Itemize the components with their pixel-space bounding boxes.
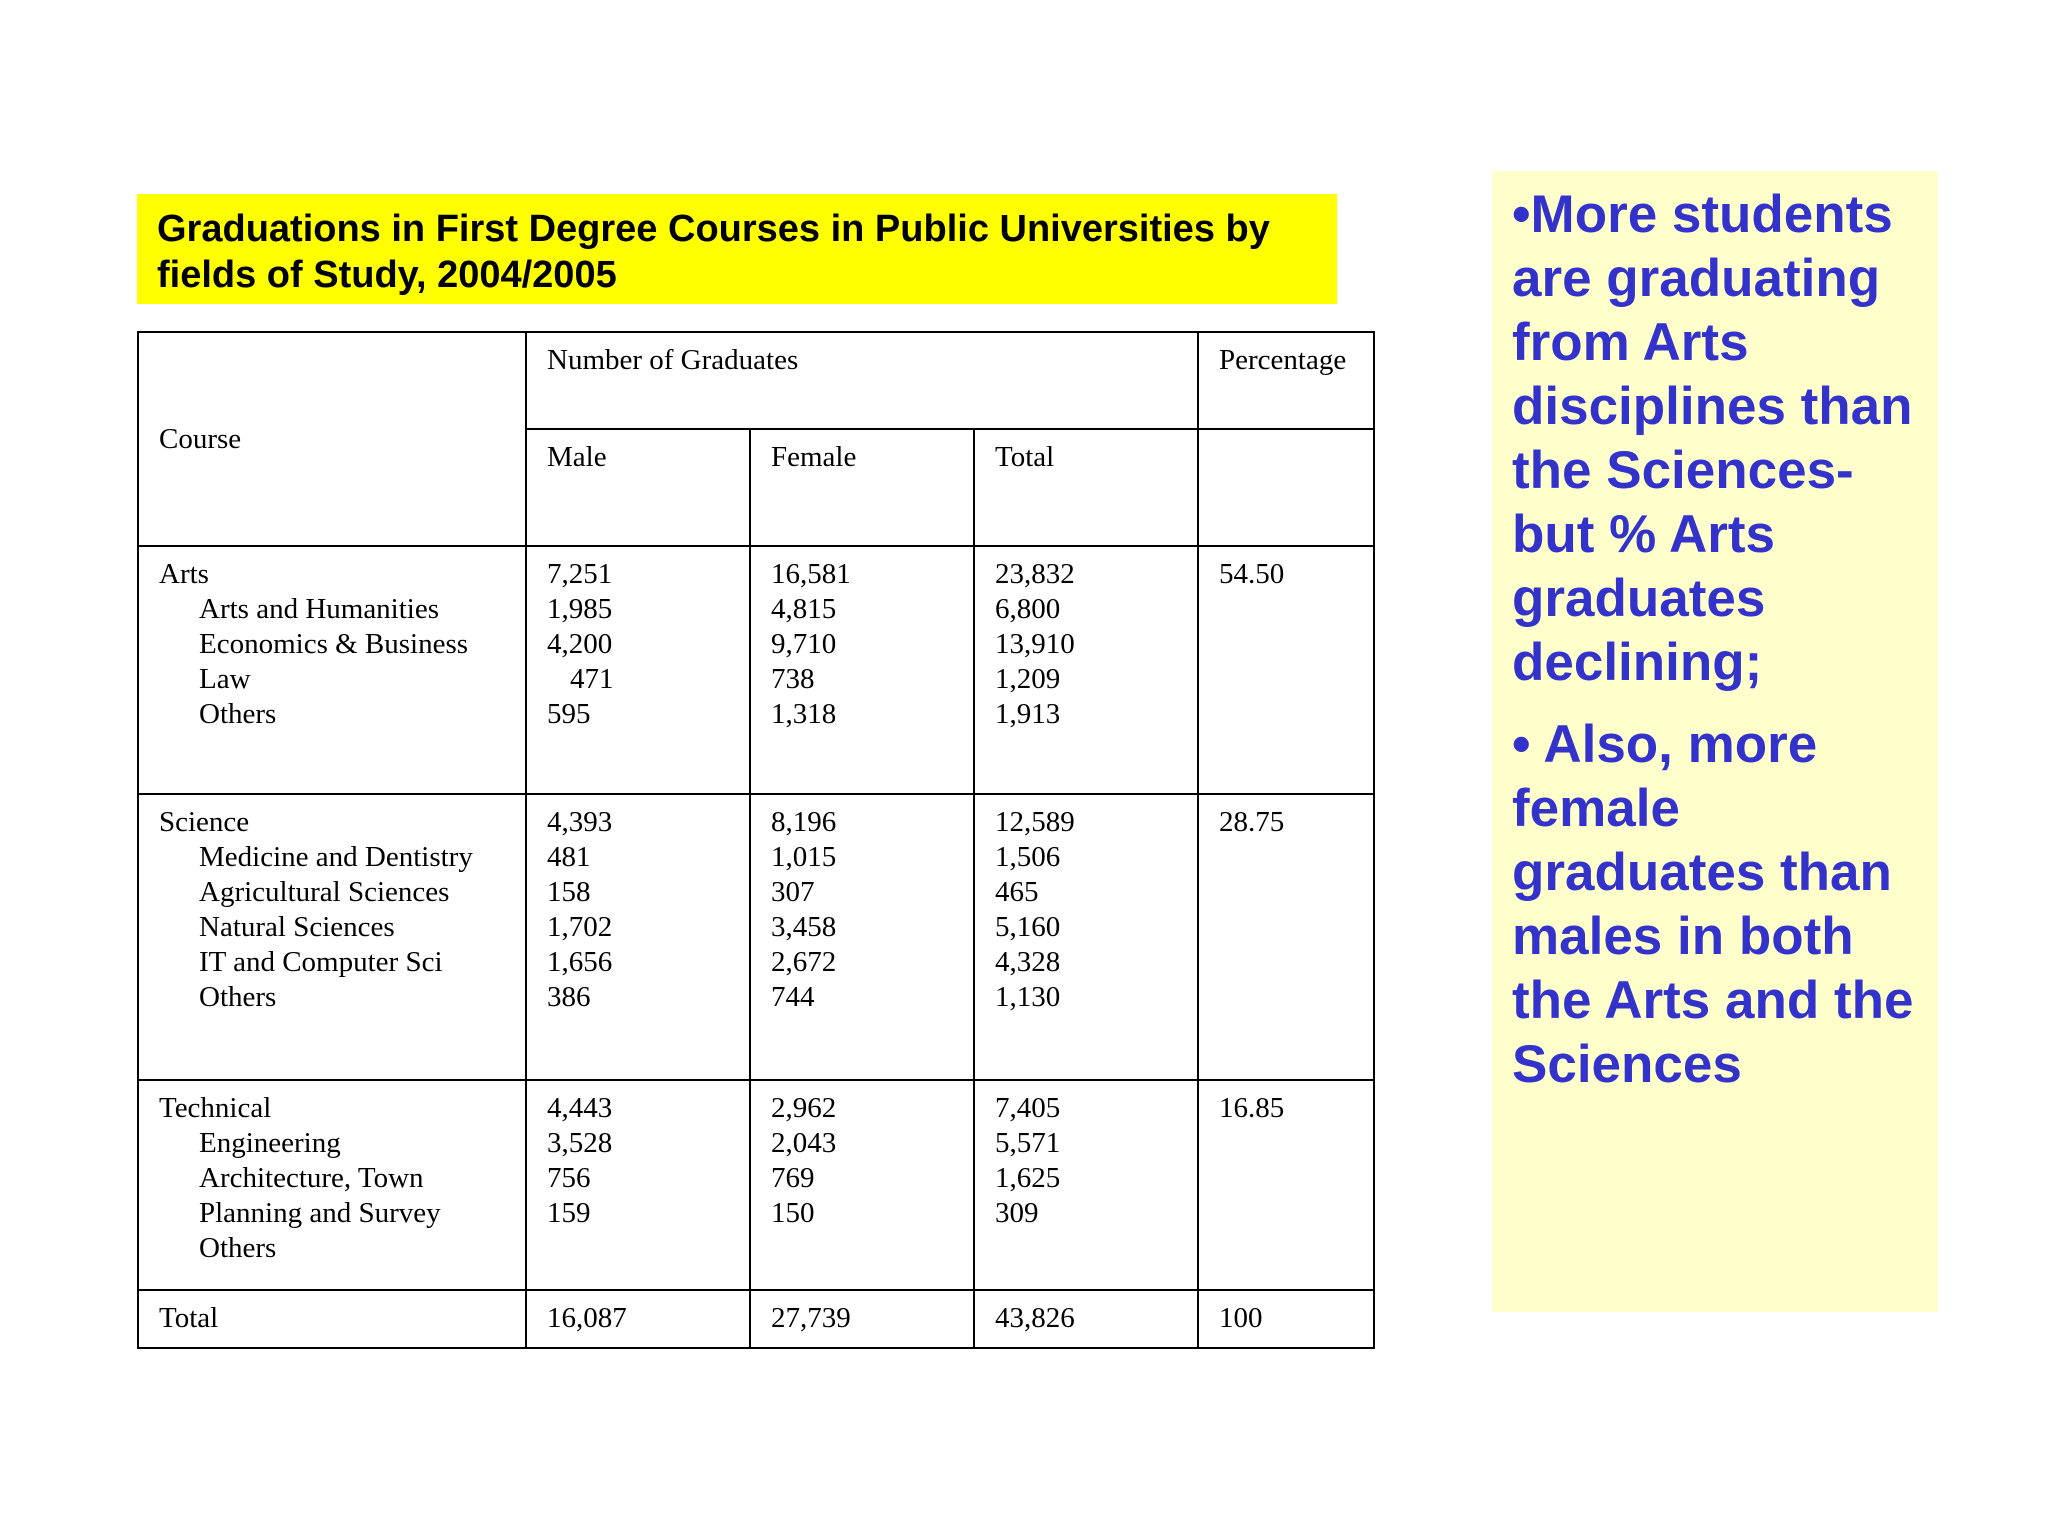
male-value: 1,985 [547, 593, 613, 625]
header-number-of-graduates [526, 332, 1198, 429]
bullet-point: • Also, more female graduates than males in both the Arts and the Sciences [1512, 715, 1914, 1094]
header-total-label: Total [995, 441, 1055, 473]
course-name: IT and Computer Sci [199, 946, 443, 978]
course-name: Others [199, 1232, 277, 1264]
total-row-female: 27,739 [750, 1290, 974, 1348]
course-name: Agricultural Sciences [199, 876, 450, 908]
course-name: Natural Sciences [199, 911, 395, 943]
total-value: 1,506 [995, 841, 1061, 873]
male-value: 158 [547, 876, 591, 908]
female-cell-arts [750, 546, 974, 794]
course-name: Planning and Survey [199, 1197, 441, 1229]
male-value: 3,528 [547, 1127, 613, 1159]
male-value: 4,200 [547, 628, 613, 660]
percentage-cell-arts [1198, 546, 1374, 794]
table-row-total [138, 1290, 1374, 1348]
group-name: Science [159, 806, 250, 838]
table-row-science [138, 794, 1374, 1080]
course-name: Law [199, 663, 251, 695]
slide-title: Graduations in First Degree Courses in Public Universities by fields of Study, 2004/2005 [137, 194, 1337, 304]
group-name: Arts [159, 558, 209, 590]
header-course [138, 332, 526, 546]
total-value: 13,910 [995, 628, 1075, 660]
bullet-point: •More students are graduating from Arts disciplines than the Sciences-but % Arts graduates declining; [1512, 185, 1913, 692]
total-cell-technical [974, 1080, 1198, 1290]
female-value: 738 [771, 663, 815, 695]
course-cell-arts [138, 546, 526, 794]
total-cell-arts [974, 546, 1198, 794]
male-cell-science [526, 794, 750, 1080]
total-value: 5,160 [995, 911, 1061, 943]
header-percentage-empty [1198, 429, 1374, 546]
female-value: 1,015 [771, 841, 837, 873]
total-row-total: 43,826 [974, 1290, 1198, 1348]
female-value: 3,458 [771, 911, 837, 943]
header-male [526, 429, 750, 546]
total-value: 6,800 [995, 593, 1061, 625]
course-name: Others [199, 698, 277, 730]
male-value: 1,656 [547, 946, 613, 978]
male-value: 386 [547, 981, 591, 1013]
header-female [750, 429, 974, 546]
course-name: Others [199, 981, 277, 1013]
female-value: 8,196 [771, 806, 837, 838]
header-course-label: Course [159, 422, 242, 455]
course-cell-technical [138, 1080, 526, 1290]
total-value: 4,328 [995, 946, 1061, 978]
total-value: 1,130 [995, 981, 1061, 1013]
course-name: Engineering [199, 1127, 341, 1159]
total-value: 1,913 [995, 698, 1061, 730]
percentage-cell-science [1198, 794, 1374, 1080]
course-name: Medicine and Dentistry [199, 841, 473, 873]
female-value: 769 [771, 1162, 815, 1194]
male-value: 481 [547, 841, 591, 873]
course-name: Architecture, Town [199, 1162, 424, 1194]
male-cell-arts [526, 546, 750, 794]
total-value: 1,209 [995, 663, 1061, 695]
female-value: 307 [771, 876, 815, 908]
male-value: 1,702 [547, 911, 613, 943]
total-value: 1,625 [995, 1162, 1061, 1194]
table-row-technical [138, 1080, 1374, 1290]
course-name: Economics & Business [199, 628, 469, 660]
header-number-of-graduates-label: Number of Graduates [547, 344, 799, 376]
total-value: 23,832 [995, 558, 1075, 590]
total-value: 7,405 [995, 1092, 1061, 1124]
total-cell-science [974, 794, 1198, 1080]
header-female-label: Female [771, 441, 857, 473]
total-value: 309 [995, 1197, 1039, 1229]
header-male-label: Male [547, 441, 607, 473]
group-name: Technical [159, 1092, 272, 1124]
header-total [974, 429, 1198, 546]
header-percentage-label: Percentage [1219, 344, 1347, 376]
total-row-percentage: 100 [1198, 1290, 1374, 1348]
male-value: 7,251 [547, 558, 613, 590]
female-value: 16,581 [771, 558, 851, 590]
male-value: 159 [547, 1197, 591, 1229]
total-value: 465 [995, 876, 1039, 908]
female-value: 744 [771, 981, 815, 1013]
percentage-value: 54.50 [1219, 558, 1285, 590]
female-value: 2,043 [771, 1127, 837, 1159]
female-value: 1,318 [771, 698, 837, 730]
female-value: 2,672 [771, 946, 837, 978]
header-row-1 [138, 332, 1374, 429]
percentage-value: 16.85 [1219, 1092, 1285, 1124]
table-row-arts [138, 546, 1374, 794]
female-cell-science [750, 794, 974, 1080]
total-value: 5,571 [995, 1127, 1061, 1159]
percentage-value: 28.75 [1219, 806, 1285, 838]
total-row-male: 16,087 [526, 1290, 750, 1348]
key-points-box [1492, 171, 1938, 1312]
male-value: 471 [570, 663, 614, 695]
female-value: 9,710 [771, 628, 837, 660]
male-value: 4,393 [547, 806, 613, 838]
percentage-cell-technical [1198, 1080, 1374, 1290]
total-row-label: Total [138, 1290, 526, 1348]
female-value: 4,815 [771, 593, 837, 625]
male-value: 756 [547, 1162, 591, 1194]
course-name: Arts and Humanities [199, 593, 440, 625]
male-value: 4,443 [547, 1092, 613, 1124]
female-value: 2,962 [771, 1092, 837, 1124]
graduates-table [137, 331, 1375, 1349]
female-cell-technical [750, 1080, 974, 1290]
female-value: 150 [771, 1197, 815, 1229]
male-value: 595 [547, 698, 591, 730]
total-value: 12,589 [995, 806, 1075, 838]
header-percentage [1198, 332, 1374, 429]
male-cell-technical [526, 1080, 750, 1290]
course-cell-science [138, 794, 526, 1080]
